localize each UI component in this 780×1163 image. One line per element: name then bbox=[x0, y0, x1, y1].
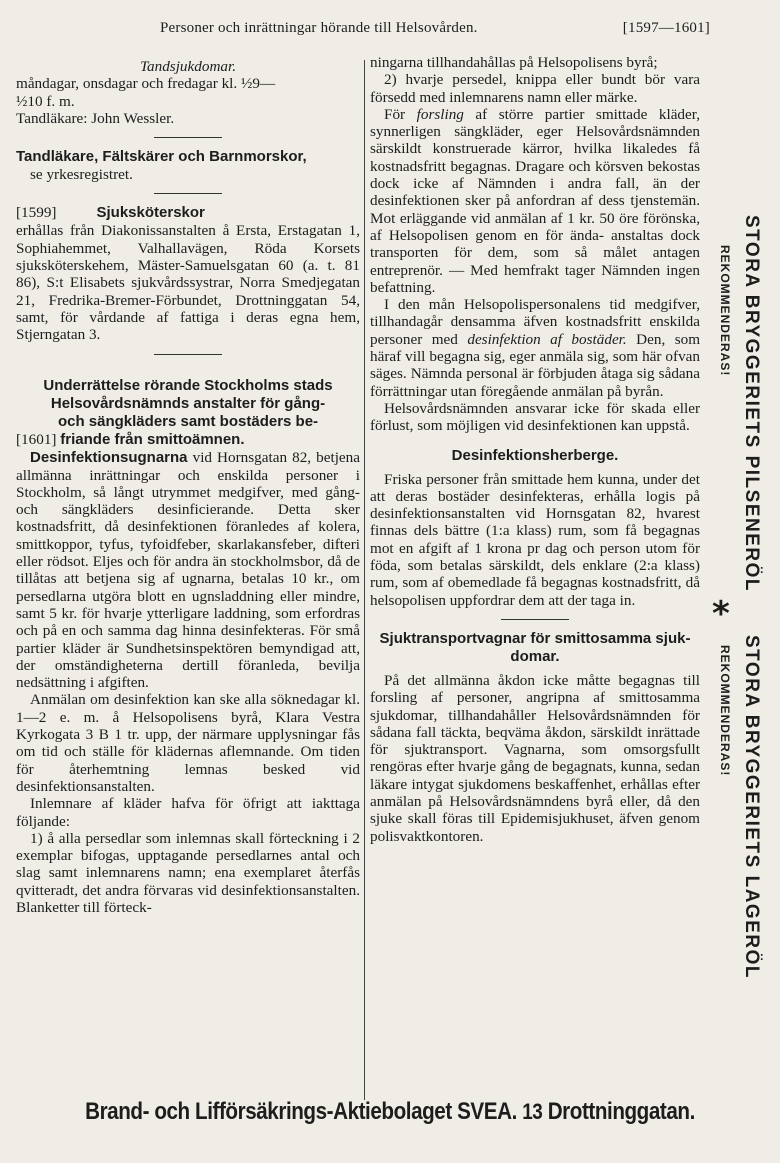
section-number: [1599] bbox=[16, 204, 57, 222]
item-2-text: 2) hvarje persedel, knippa eller bundt bör vara försedd med inlemnarens namn eller märke. bbox=[370, 71, 700, 106]
section-rule bbox=[154, 137, 222, 138]
mon-paragraph bbox=[370, 296, 700, 400]
side-ad-sub-2: REKOMMENDERAS! bbox=[718, 645, 732, 777]
asterisk-ornament: * bbox=[712, 594, 730, 634]
mon-text-b: Den, som häraf vill begagna sig, eger anmäla sig, som här ofvan säges. Nämnda personal är förbjuden åtaga sig sådana förrättningar utan föregående anmälan på byrån. bbox=[370, 330, 701, 400]
running-title: Personer och inrättningar hörande till Helsovården. bbox=[160, 20, 478, 36]
tand-hours bbox=[16, 75, 360, 127]
ansvar-text: Helsovårdsnämnden ansvarar icke för skada eller förlust, som möjligen vid desinfektionen kan uppstå. bbox=[370, 399, 700, 435]
bottom-ad-company: Brand- och Lifförsäkrings-Aktiebolaget SVEA. bbox=[85, 1098, 517, 1125]
anmalan-text: Anmälan om desinfektion kan ske alla söknedagar kl. 1—2 e. m. å Helsopolisens byrå, Klara Vestra Kyrkogata 3 B 1 tr. upp, der närmare upplysningar fås om tid och ställe för klädernas aflemnande. Om tiden för återhemtning lemnas besked vid desinfektionsanstalten. bbox=[16, 691, 360, 795]
forsling-paragraph bbox=[370, 106, 700, 296]
bottom-advertisement bbox=[55, 1098, 726, 1126]
right-column bbox=[370, 54, 701, 845]
running-header bbox=[160, 20, 710, 37]
underr-heading-2: Helsovårdsnämnds anstalter för gång- bbox=[50, 394, 326, 412]
tand-title: Tandsjukdomar. bbox=[139, 58, 237, 75]
mon-italic: desinfektion af bostäder. bbox=[467, 330, 627, 348]
inlemnare-text: Inlemnare af kläder hafva för öfrigt att iakttaga följande: bbox=[16, 795, 360, 830]
bottom-ad-number: 13 bbox=[522, 1099, 543, 1124]
tandlakare-heading: Tandläkare, Fältskärer och Barnmorskor, bbox=[16, 148, 307, 166]
continued-text: ningarna tillhandahållas på Helsopolisens byrå; bbox=[370, 54, 658, 71]
section-number: [1601] bbox=[16, 430, 57, 448]
transport-heading-2: domar. bbox=[510, 647, 560, 665]
sjuk-heading: Sjuksköterskor bbox=[96, 204, 205, 222]
transport-heading-1: Sjuktransportvagnar för smittosamma sjuk- bbox=[379, 629, 691, 647]
side-ad-sub-1: REKOMMENDERAS! bbox=[718, 245, 732, 377]
desinf-paragraph bbox=[16, 449, 360, 692]
sjuk-text: erhållas från Diakonissanstalten å Ersta, Erstagatan 1, Sophiahemmet, Valhallavägen, Röda Korsets sjuksköterskehem, Mäster-Samuelsgatan 60 (a. t. 81 86), S:t Elisabets sjukvårdssystrar, Norra Smedjegatan 21, Fredrika-Bremer-Förbundet, Drottninggatan 54, samt, för vårdande af fattiga i deras egna hem, Stjerngatan 3. bbox=[16, 222, 360, 344]
page-range: [1597—1601] bbox=[622, 20, 710, 36]
underr-heading-1: Underrättelse rörande Stockholms stads bbox=[43, 376, 333, 394]
sjuk-heading-line bbox=[16, 204, 360, 222]
tandlakare-text: se yrkesregistret. bbox=[30, 166, 133, 184]
forsling-text: af större partier smittade kläder, synnerligen sängkläder, eger Helsovårdsnämnden särskildt konstruerade kärror, hvilka likaledes få kostnadsfritt begagnas. Dragare och körsven bekostas dock icke af Nämnden i andra fall, än der desinfektionen sker på anfordran af dess tjenstemän. Mot erläggande vid anmälan af 1 kr. 50 öre förönska, af Helsopolisen genom en för ända- anstaltas dock transporten för dem, som så målet antagen entreprenör. — Med hemfrakt tager Nämnden ingen befattning. bbox=[370, 105, 701, 296]
mon-text-a: I den mån Helsopolispersonalens tid medgifver, tillhandagår densamma äfven kostnadsfritt enskilda personer med bbox=[370, 296, 700, 348]
section-rule bbox=[154, 354, 222, 355]
underr-heading-4-line bbox=[16, 431, 360, 449]
underr-heading-4: friande från smittoämnen. bbox=[60, 430, 245, 448]
desinf-text: vid Hornsgatan 82, betjena allmänna inrättningar och enskilda personer i Stockholm, så långt utrymmet medgifver, med gång- och sängkläders desinficierande. Detta sker kostnadsfritt, då desinfektionen föranledes af kolera, smittkoppor, tyfus, tyfoidfeber, skarlakansfeber, difteri eller rödsot. Eljes och för andra än stockholmsbor, då de tillåtas att betjena sig af ugnarna, betalas 10 kr., om persedlarna utgöra blott en ugnsladdning eller mindre, samt 5 kr. för hvarje ytterligare laddning, som erfordras och på en och samma dag hinna desinfekteras. För små partier kläder är Sundhetsinspektören bemyndigad att, der omständigheterna dertill föranleda, bevilja nedsättning i afgiften. bbox=[16, 448, 360, 692]
transport-text: På det allmänna åkdon icke måtte begagnas till forsling af personer, angripna af smittosamma sjukdomar, tillhandahåller Helsovårdsnämnden för sådana fall täckta, beqväma åkdon, särskildt inrättade för sjuktransport. Vagnarna, som omsorgsfullt rengöras efter hvarje gång de begagnats, kunna, sedan läkare intygat sjukdomens beskaffenhet, erhållas efter anmälan på Helsovårdsnämndens byrå eller, då den sjuke skall föras till Epidemisjukhuset, äfven genom polisvaktkontoren. bbox=[370, 671, 700, 845]
side-ad-brand-2: STORA BRYGGERIETS LAGERÖL bbox=[741, 635, 762, 979]
section-rule bbox=[501, 619, 569, 620]
section-rule bbox=[154, 193, 222, 194]
side-advertisement bbox=[710, 215, 770, 979]
tand-line-3: Tandläkare: John Wessler. bbox=[16, 109, 175, 127]
tand-line-1: måndagar, onsdagar och fredagar kl. ½9— bbox=[16, 75, 276, 93]
forsling-pre: För bbox=[384, 105, 406, 123]
underr-heading-3: och sängkläders samt bostäders be- bbox=[57, 412, 319, 430]
left-column bbox=[16, 58, 360, 916]
herberge-text: Friska personer från smittade hem kunna, under det att deras bostäder desinfekteras, erhålla logis på desinfektionsanstalten vid Hornsgatan 82, hvarest finnas dels bättre (1:a klass) rum, som få begagnas mot en afgift af 1 krona pr dag och person utom för föda, som betalas särskildt, dels enklare (2:a klass) rum, som af obemedlade få begagnas kostnadsfritt, då helsopolisen uppfordrar dem att der taga in. bbox=[370, 470, 700, 609]
desinf-lead: Desinfektionsugnarna bbox=[30, 448, 188, 466]
tand-line-2: ½10 f. m. bbox=[16, 92, 75, 110]
column-divider bbox=[364, 60, 365, 1100]
side-ad-brand-1: STORA BRYGGERIETS PILSENERÖL bbox=[741, 215, 762, 593]
herberge-heading: Desinfektionsherberge. bbox=[451, 446, 619, 464]
item-1-text: 1) å alla persedlar som inlemnas skall förteckning i 2 exemplar bifogas, upptagande persedlarnes antal och slag samt inlemnarens namn; ena exemplaret återfås qvitteradt, det andra förvaras vid desinfektionsanstalten. Blanketter till förteck- bbox=[16, 829, 360, 916]
bottom-ad-street: Drottninggatan. bbox=[547, 1098, 695, 1125]
forsling-italic: forsling bbox=[416, 105, 464, 123]
